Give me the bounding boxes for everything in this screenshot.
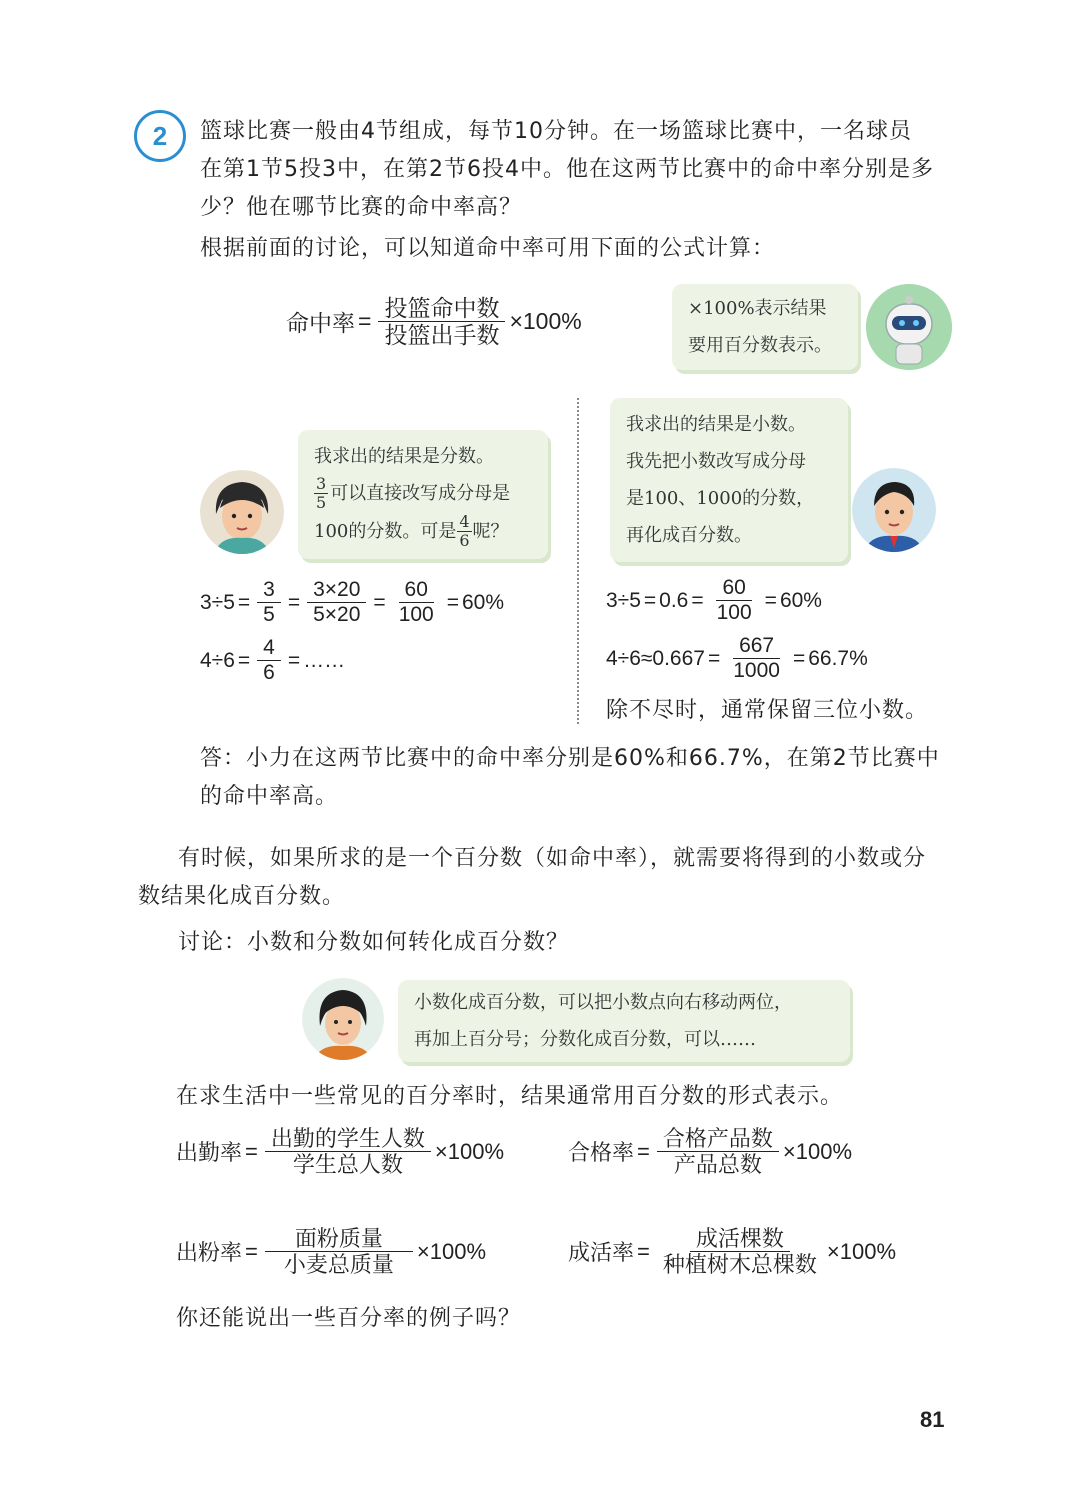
girl-bubble-fraction-4-6: $\frac{4}{6}$ [459,511,470,551]
girl-avatar [200,470,284,554]
flour-yield-rate-formula: 出粉率 = $\frac{\text{面粉质量}}{\text{小麦总质量}}$ ×100% [176,1226,487,1278]
formula-denominator: 投篮出手数 [384,322,500,349]
discussion-prompt: 讨论：小数和分数如何转化成百分数？ [178,930,570,955]
girl-bubble-fraction-3-5: $\frac{3}{5}$ [316,474,327,513]
girl-bubble-line-3: 100的分数。可是 $\frac{4}{6}$ 呢？ [314,511,509,551]
explanation-paragraph [138,840,926,916]
boy-speech-bubble [610,398,848,562]
attendance-rate-formula: 出勤率 = $\frac{\text{出勤的学生人数}}{\text{学生总人数}}$ ×100% [176,1126,505,1178]
fraction-3x20-5x20: $\frac{3\times 20}{5\times 20}$ [307,578,366,627]
boy-avatar [852,468,936,552]
column-divider [577,398,579,724]
attendance-rate-fraction: $\frac{\text{出勤的学生人数}}{\text{学生总人数}}$ [265,1126,431,1178]
fraction-667-1000: $\frac{667}{1000}$ [733,634,780,683]
survival-rate-formula: 成活率 = $\frac{\text{成活棵数}}{\text{种植树木总棵数}}$ ×100% [568,1226,897,1278]
fraction-3-5: $\frac{3}{5}$ [257,578,281,627]
hit-rate-formula: 命中率 = $\frac{\text{投篮命中数}}{\text{投篮出手数}}$ ×100% [286,295,582,349]
robot-bubble-line-1: ×100%表示结果 [688,298,827,319]
girl-icon [200,470,284,554]
rounding-note: 除不尽时，通常保留三位小数。 [606,698,929,723]
girl-bubble-line-2: $\frac{3}{5}$ 可以直接改写成分母是 [316,474,511,513]
girl-speech-bubble [298,430,548,559]
answer-line-1: 答：小力在这两节比赛中的命中率分别是60%和66.7%，在第2节比赛中 [200,746,940,771]
fraction-60-100: $\frac{60}{100}$ [398,578,434,627]
fraction-60-100-right: $\frac{60}{100}$ [716,576,752,625]
rates-intro: 在求生活中一些常见的百分率时，结果通常用百分数的形式表示。 [176,1084,844,1109]
answer-text [200,740,940,816]
robot-bubble-line-2: 要用百分数表示。 [688,335,832,356]
problem-text [200,113,934,227]
robot-icon [866,284,952,370]
formula-name: 命中率 [286,310,355,337]
pass-rate-formula: 合格率 = $\frac{\text{合格产品数}}{\text{产品总数}}$ ×100% [568,1126,853,1178]
left-calc-row-2: 4÷6 = $\frac{4}{6}$ = …… [200,636,346,685]
teacher-bubble-line-2: 再加上百分号；分数化成百分数，可以…… [414,1029,756,1050]
boy-bubble-line-1: 我求出的结果是小数。 [626,414,806,435]
right-calc-row-2: 4÷6 ≈0.667 = $\frac{667}{1000}$ = 66.7% [606,634,868,683]
teacher-avatar [302,978,384,1060]
boy-bubble-line-2: 我先把小数改写成分母 [626,451,806,472]
paragraph-line-1: 有时候，如果所求的是一个百分数（如命中率），就需要将得到的小数或分 [178,846,927,871]
formula-numerator: 投篮命中数 [378,295,505,322]
problem-line-2: 在第1节5投3中，在第2节6投4中。他在这两节比赛中的命中率分别是多 [200,157,934,182]
fraction-4-6: $\frac{4}{6}$ [257,636,281,685]
page-number: 81 [920,1407,945,1432]
formula-fraction [378,295,505,349]
robot-avatar [866,284,952,370]
problem-line-1: 篮球比赛一般由4节组成，每节10分钟。在一场篮球比赛中，一名球员 [200,119,912,144]
problem-number-badge: 2 [134,110,186,162]
boy-bubble-line-3: 是100、1000的分数， [626,488,815,509]
formula-multiplier: ×100% [509,308,582,335]
boy-icon [852,468,936,552]
pass-rate-fraction: $\frac{\text{合格产品数}}{\text{产品总数}}$ [657,1126,779,1178]
teacher-bubble-line-1: 小数化成百分数，可以把小数点向右移动两位， [414,992,792,1013]
teacher-icon [302,978,384,1060]
girl-bubble-line-1: 我求出的结果是分数。 [314,446,494,467]
teacher-speech-bubble [398,980,850,1062]
closing-question: 你还能说出一些百分率的例子吗？ [176,1306,522,1331]
right-calc-row-1: 3÷5 = 0.6 = $\frac{60}{100}$ = 60% [606,576,822,625]
boy-bubble-line-4: 再化成百分数。 [626,525,752,546]
formula-intro: 根据前面的讨论，可以知道命中率可用下面的公式计算： [200,236,776,261]
paragraph-line-2: 数结果化成百分数。 [138,884,346,909]
left-calc-row-1: 3÷5 = $\frac{3}{5}$ = $\frac{3\times 20}{5\times 20}$ = $\frac{60}{100}$ = 60% [200,578,505,627]
answer-line-2: 的命中率高。 [200,784,339,809]
survival-rate-fraction: $\frac{\text{成活棵数}}{\text{种植树木总棵数}}$ [662,1226,817,1278]
robot-speech-bubble [672,284,858,370]
flour-yield-rate-fraction: $\frac{\text{面粉质量}}{\text{小麦总质量}}$ [265,1226,413,1278]
problem-line-3: 少？他在哪节比赛的命中率高？ [200,195,523,220]
